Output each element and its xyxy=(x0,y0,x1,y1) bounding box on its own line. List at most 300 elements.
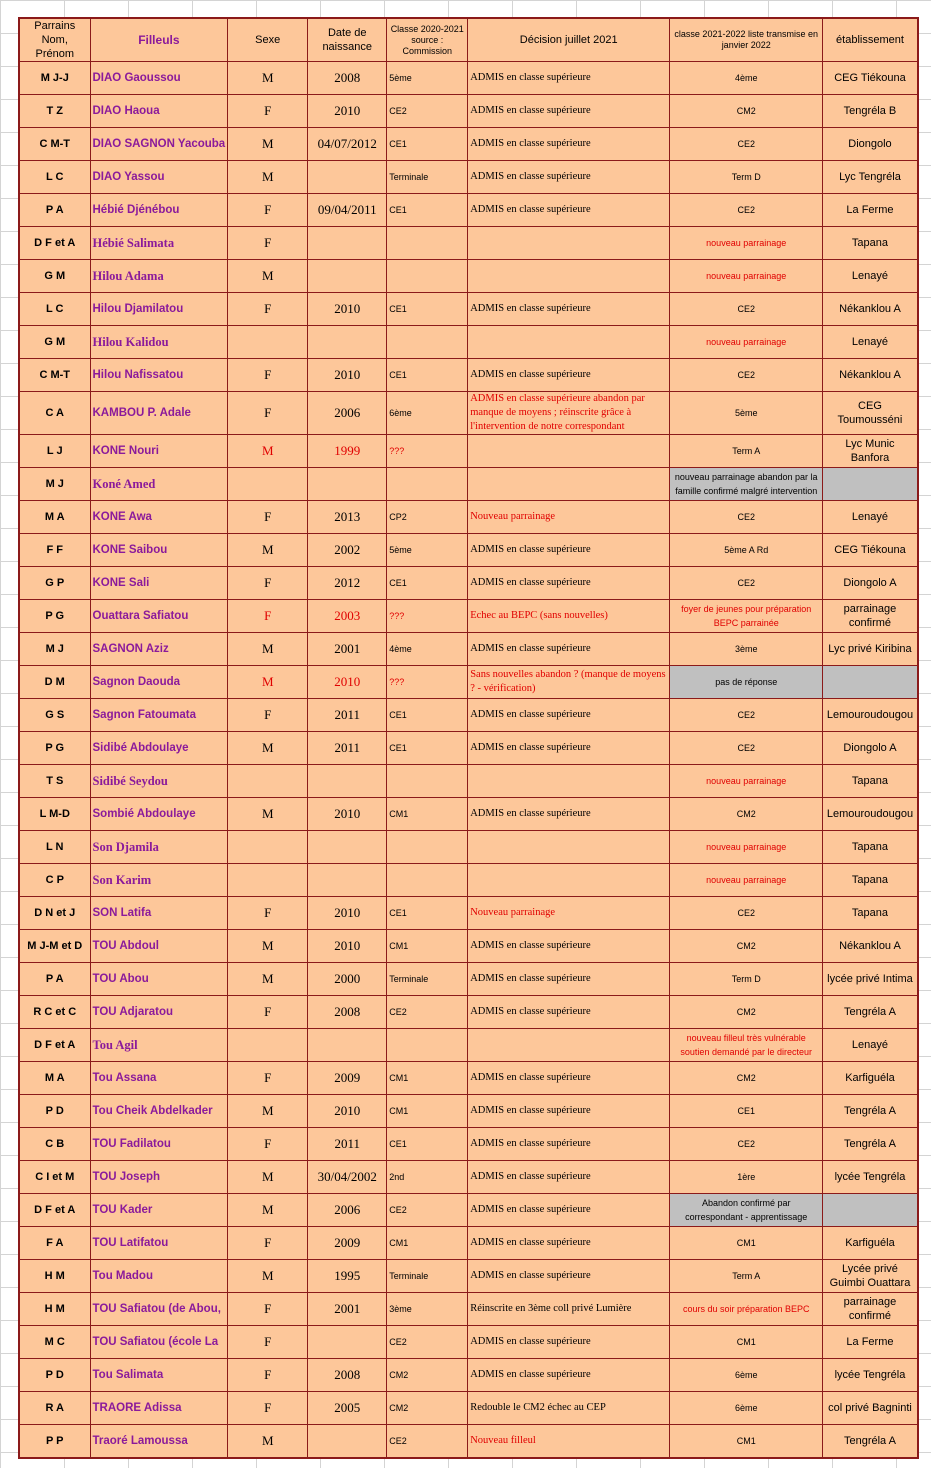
header-classe-2020: Classe 2020-2021 source : Commission xyxy=(387,18,468,62)
cell-filleul: Sidibé Abdoulaye xyxy=(90,732,228,765)
cell-decision: ADMIS en classe supérieure xyxy=(468,1194,670,1227)
cell-etablissement: Lemouroudougou xyxy=(823,798,918,831)
cell-sexe: F xyxy=(228,293,308,326)
cell-sexe: M xyxy=(228,798,308,831)
cell-classe-2020 xyxy=(387,831,468,864)
cell-decision: ADMIS en classe supérieure xyxy=(468,963,670,996)
table-row xyxy=(19,765,918,798)
cell-decision: ADMIS en classe supérieure xyxy=(468,1359,670,1392)
cell-etablissement: Tengréla A xyxy=(823,1425,918,1458)
cell-filleul: DIAO Yassou xyxy=(90,161,228,194)
table-row xyxy=(19,1260,918,1293)
cell-etablissement: Diongolo xyxy=(823,128,918,161)
cell-parrain: M A xyxy=(19,501,90,534)
cell-classe-2021: CM2 xyxy=(670,930,823,963)
cell-classe-2020: CE1 xyxy=(387,194,468,227)
cell-etablissement: lycée privé Intima xyxy=(823,963,918,996)
cell-classe-2021: 4ème xyxy=(670,62,823,95)
cell-parrain: P G xyxy=(19,732,90,765)
cell-filleul: TOU Safiatou (de Abou, xyxy=(90,1293,228,1326)
table-row xyxy=(19,930,918,963)
cell-date-naissance: 2002 xyxy=(308,534,387,567)
cell-classe-2020: CE2 xyxy=(387,996,468,1029)
cell-decision xyxy=(468,1029,670,1062)
cell-date-naissance xyxy=(308,260,387,293)
cell-etablissement: Tapana xyxy=(823,765,918,798)
cell-etablissement: Lenayé xyxy=(823,260,918,293)
cell-sexe: M xyxy=(228,732,308,765)
cell-filleul: Tou Agil xyxy=(90,1029,228,1062)
cell-parrain: G P xyxy=(19,567,90,600)
table-row xyxy=(19,534,918,567)
cell-date-naissance: 2010 xyxy=(308,798,387,831)
cell-date-naissance xyxy=(308,326,387,359)
cell-decision: ADMIS en classe supérieure xyxy=(468,1062,670,1095)
cell-decision: ADMIS en classe supérieure xyxy=(468,1128,670,1161)
cell-filleul: TOU Adjaratou xyxy=(90,996,228,1029)
cell-parrain: D N et J xyxy=(19,897,90,930)
cell-classe-2021: 5ème xyxy=(670,392,823,435)
cell-date-naissance xyxy=(308,468,387,501)
cell-parrain: H M xyxy=(19,1293,90,1326)
cell-etablissement: Tapana xyxy=(823,227,918,260)
cell-filleul: TOU Abou xyxy=(90,963,228,996)
cell-parrain: C M-T xyxy=(19,359,90,392)
cell-decision: ADMIS en classe supérieure xyxy=(468,732,670,765)
cell-date-naissance: 2003 xyxy=(308,600,387,633)
cell-decision: ADMIS en classe supérieure xyxy=(468,293,670,326)
cell-date-naissance: 2010 xyxy=(308,1095,387,1128)
cell-classe-2020: ??? xyxy=(387,435,468,468)
header-date-naissance: Date de naissance xyxy=(308,18,387,62)
cell-date-naissance: 2008 xyxy=(308,1359,387,1392)
cell-decision xyxy=(468,765,670,798)
cell-filleul: KONE Sali xyxy=(90,567,228,600)
cell-parrain: C M-T xyxy=(19,128,90,161)
header-filleuls: Filleuls xyxy=(90,18,228,62)
cell-classe-2021: CM1 xyxy=(670,1227,823,1260)
cell-decision: ADMIS en classe supérieure xyxy=(468,798,670,831)
cell-parrain: M J-J xyxy=(19,62,90,95)
cell-sexe: F xyxy=(228,600,308,633)
cell-date-naissance: 2009 xyxy=(308,1062,387,1095)
cell-parrain: D F et A xyxy=(19,227,90,260)
cell-sexe xyxy=(228,864,308,897)
cell-sexe: F xyxy=(228,1359,308,1392)
cell-etablissement: Lyc privé Kiribina xyxy=(823,633,918,666)
cell-classe-2020: 5ème xyxy=(387,534,468,567)
cell-classe-2020: CE2 xyxy=(387,1194,468,1227)
table-row xyxy=(19,1227,918,1260)
table-row xyxy=(19,161,918,194)
cell-etablissement: La Ferme xyxy=(823,1326,918,1359)
cell-classe-2020: CE1 xyxy=(387,359,468,392)
table-row xyxy=(19,501,918,534)
cell-classe-2020: ??? xyxy=(387,666,468,699)
cell-filleul: Traoré Lamoussa xyxy=(90,1425,228,1458)
cell-decision: ADMIS en classe supérieure xyxy=(468,194,670,227)
cell-date-naissance: 2009 xyxy=(308,1227,387,1260)
cell-decision: Sans nouvelles abandon ? (manque de moyens ? - vérification) xyxy=(468,666,670,699)
cell-etablissement: Karfiguéla xyxy=(823,1227,918,1260)
table-row xyxy=(19,468,918,501)
cell-date-naissance: 2011 xyxy=(308,1128,387,1161)
cell-filleul: Sagnon Daouda xyxy=(90,666,228,699)
cell-filleul: Hilou Nafissatou xyxy=(90,359,228,392)
cell-etablissement xyxy=(823,1194,918,1227)
cell-etablissement: CEG Toumousséni xyxy=(823,392,918,435)
cell-decision: ADMIS en classe supérieure xyxy=(468,161,670,194)
cell-etablissement: CEG Tiékouna xyxy=(823,62,918,95)
cell-etablissement: Karfiguéla xyxy=(823,1062,918,1095)
cell-parrain: M A xyxy=(19,1062,90,1095)
cell-sexe: M xyxy=(228,1425,308,1458)
cell-etablissement: Lyc Tengréla xyxy=(823,161,918,194)
cell-date-naissance: 2010 xyxy=(308,666,387,699)
table-row xyxy=(19,633,918,666)
cell-etablissement: Tapana xyxy=(823,831,918,864)
cell-etablissement: Nékanklou A xyxy=(823,359,918,392)
cell-parrain: M C xyxy=(19,1326,90,1359)
cell-decision: Nouveau filleul xyxy=(468,1425,670,1458)
cell-filleul: Sombié Abdoulaye xyxy=(90,798,228,831)
cell-etablissement: parrainage confirmé xyxy=(823,600,918,633)
cell-parrain: G M xyxy=(19,326,90,359)
cell-decision xyxy=(468,227,670,260)
cell-parrain: P G xyxy=(19,600,90,633)
cell-classe-2020: 3ème xyxy=(387,1293,468,1326)
cell-classe-2020: Terminale xyxy=(387,161,468,194)
cell-filleul: Hilou Adama xyxy=(90,260,228,293)
cell-parrain: L M-D xyxy=(19,798,90,831)
cell-sexe: F xyxy=(228,95,308,128)
cell-decision: ADMIS en classe supérieure xyxy=(468,1161,670,1194)
cell-decision: Nouveau parrainage xyxy=(468,501,670,534)
cell-classe-2021: 5ème A Rd xyxy=(670,534,823,567)
cell-classe-2021: CE2 xyxy=(670,897,823,930)
cell-filleul: TOU Fadilatou xyxy=(90,1128,228,1161)
cell-parrain: R A xyxy=(19,1392,90,1425)
cell-parrain: C P xyxy=(19,864,90,897)
table-row xyxy=(19,666,918,699)
cell-sexe xyxy=(228,1029,308,1062)
cell-sexe: F xyxy=(228,227,308,260)
table-row xyxy=(19,1293,918,1326)
cell-classe-2020 xyxy=(387,864,468,897)
cell-sexe xyxy=(228,468,308,501)
cell-parrain: M J-M et D xyxy=(19,930,90,963)
cell-classe-2020: CM1 xyxy=(387,798,468,831)
cell-etablissement: Tengréla A xyxy=(823,1128,918,1161)
cell-parrain: M J xyxy=(19,468,90,501)
cell-decision: ADMIS en classe supérieure xyxy=(468,359,670,392)
cell-classe-2021: CM2 xyxy=(670,1062,823,1095)
cell-date-naissance: 2010 xyxy=(308,897,387,930)
cell-sexe: F xyxy=(228,897,308,930)
cell-decision: ADMIS en classe supérieure xyxy=(468,1095,670,1128)
cell-date-naissance: 09/04/2011 xyxy=(308,194,387,227)
cell-parrain: H M xyxy=(19,1260,90,1293)
cell-classe-2021: 1ère xyxy=(670,1161,823,1194)
table-row xyxy=(19,128,918,161)
cell-classe-2020: CE2 xyxy=(387,1326,468,1359)
cell-classe-2021: nouveau filleul très vulnérable soutien demandé par le directeur xyxy=(670,1029,823,1062)
cell-filleul: Sagnon Fatoumata xyxy=(90,699,228,732)
cell-classe-2020: CM1 xyxy=(387,1062,468,1095)
cell-decision: ADMIS en classe supérieure xyxy=(468,996,670,1029)
cell-parrain: P D xyxy=(19,1359,90,1392)
cell-classe-2021: CM1 xyxy=(670,1425,823,1458)
cell-sexe: M xyxy=(228,930,308,963)
cell-classe-2020: CE2 xyxy=(387,1425,468,1458)
cell-classe-2020: CE1 xyxy=(387,567,468,600)
cell-classe-2021: nouveau parrainage xyxy=(670,765,823,798)
cell-filleul: Hébié Salimata xyxy=(90,227,228,260)
cell-filleul: Hébié Djénébou xyxy=(90,194,228,227)
cell-classe-2021: pas de réponse xyxy=(670,666,823,699)
cell-decision xyxy=(468,864,670,897)
cell-filleul: DIAO SAGNON Yacouba xyxy=(90,128,228,161)
cell-decision: ADMIS en classe supérieure xyxy=(468,633,670,666)
cell-classe-2020: ??? xyxy=(387,600,468,633)
cell-classe-2021: Term D xyxy=(670,161,823,194)
cell-etablissement: col privé Bagninti xyxy=(823,1392,918,1425)
cell-etablissement: Tengréla A xyxy=(823,1095,918,1128)
cell-date-naissance: 2001 xyxy=(308,1293,387,1326)
cell-sexe: M xyxy=(228,1260,308,1293)
cell-sexe: M xyxy=(228,435,308,468)
cell-filleul: SON Latifa xyxy=(90,897,228,930)
cell-parrain: D F et A xyxy=(19,1194,90,1227)
cell-etablissement xyxy=(823,666,918,699)
cell-decision: ADMIS en classe supérieure xyxy=(468,1260,670,1293)
cell-parrain: P D xyxy=(19,1095,90,1128)
cell-sexe xyxy=(228,765,308,798)
table-row xyxy=(19,1425,918,1458)
cell-classe-2020: CP2 xyxy=(387,501,468,534)
cell-classe-2021: nouveau parrainage xyxy=(670,831,823,864)
cell-parrain: C A xyxy=(19,392,90,435)
cell-classe-2020: CE1 xyxy=(387,128,468,161)
cell-etablissement: Diongolo A xyxy=(823,567,918,600)
cell-decision: Nouveau parrainage xyxy=(468,897,670,930)
cell-classe-2020 xyxy=(387,227,468,260)
cell-classe-2021: cours du soir préparation BEPC xyxy=(670,1293,823,1326)
table-row xyxy=(19,864,918,897)
table-row xyxy=(19,293,918,326)
cell-sexe: F xyxy=(228,359,308,392)
cell-parrain: C I et M xyxy=(19,1161,90,1194)
header-parrains: Parrains Nom, Prénom xyxy=(19,18,90,62)
cell-etablissement: parrainage confirmé xyxy=(823,1293,918,1326)
cell-classe-2020: CM1 xyxy=(387,1095,468,1128)
cell-decision: ADMIS en classe supérieure xyxy=(468,128,670,161)
cell-etablissement: Tapana xyxy=(823,897,918,930)
cell-decision xyxy=(468,435,670,468)
cell-parrain: M J xyxy=(19,633,90,666)
cell-classe-2020: 5ème xyxy=(387,62,468,95)
cell-classe-2020: CE1 xyxy=(387,699,468,732)
table-row xyxy=(19,798,918,831)
cell-parrain: P A xyxy=(19,963,90,996)
cell-decision: ADMIS en classe supérieure abandon par manque de moyens ; réinscrite grâce à l'intervention de notre correspondant xyxy=(468,392,670,435)
cell-filleul: KAMBOU P. Adale xyxy=(90,392,228,435)
cell-decision: Réinscrite en 3ème coll privé Lumière xyxy=(468,1293,670,1326)
cell-date-naissance: 2010 xyxy=(308,95,387,128)
cell-filleul: Hilou Djamilatou xyxy=(90,293,228,326)
cell-sexe: F xyxy=(228,1227,308,1260)
cell-sexe: M xyxy=(228,128,308,161)
cell-filleul: TOU Safiatou (école La xyxy=(90,1326,228,1359)
cell-classe-2021: CE2 xyxy=(670,128,823,161)
table-row xyxy=(19,600,918,633)
cell-filleul: TOU Latifatou xyxy=(90,1227,228,1260)
cell-decision: ADMIS en classe supérieure xyxy=(468,62,670,95)
cell-decision: ADMIS en classe supérieure xyxy=(468,699,670,732)
cell-sexe: M xyxy=(228,62,308,95)
table-row xyxy=(19,699,918,732)
cell-date-naissance: 2006 xyxy=(308,1194,387,1227)
table-row xyxy=(19,1095,918,1128)
cell-decision: Echec au BEPC (sans nouvelles) xyxy=(468,600,670,633)
cell-sexe: F xyxy=(228,194,308,227)
cell-classe-2021: nouveau parrainage xyxy=(670,227,823,260)
cell-classe-2021: Term A xyxy=(670,435,823,468)
cell-sexe: F xyxy=(228,1326,308,1359)
cell-classe-2020: 2nd xyxy=(387,1161,468,1194)
cell-classe-2020: CE1 xyxy=(387,732,468,765)
cell-date-naissance: 2000 xyxy=(308,963,387,996)
cell-sexe: M xyxy=(228,1161,308,1194)
table-row xyxy=(19,260,918,293)
cell-etablissement: Tapana xyxy=(823,864,918,897)
cell-filleul: Hilou Kalidou xyxy=(90,326,228,359)
table-row xyxy=(19,1062,918,1095)
table-row xyxy=(19,996,918,1029)
table-row xyxy=(19,435,918,468)
cell-classe-2021: nouveau parrainage xyxy=(670,260,823,293)
cell-filleul: Sidibé Seydou xyxy=(90,765,228,798)
cell-sexe: F xyxy=(228,567,308,600)
cell-parrain: R C et C xyxy=(19,996,90,1029)
cell-parrain: G S xyxy=(19,699,90,732)
cell-filleul: TOU Abdoul xyxy=(90,930,228,963)
cell-classe-2021: CE2 xyxy=(670,194,823,227)
cell-sexe: M xyxy=(228,161,308,194)
cell-filleul: Son Djamila xyxy=(90,831,228,864)
cell-sexe xyxy=(228,326,308,359)
cell-classe-2020: Terminale xyxy=(387,1260,468,1293)
cell-classe-2020 xyxy=(387,260,468,293)
cell-date-naissance: 2008 xyxy=(308,996,387,1029)
cell-classe-2021: Term D xyxy=(670,963,823,996)
table-row xyxy=(19,95,918,128)
cell-decision: ADMIS en classe supérieure xyxy=(468,534,670,567)
cell-parrain: G M xyxy=(19,260,90,293)
cell-parrain: F F xyxy=(19,534,90,567)
cell-classe-2021: 6ème xyxy=(670,1392,823,1425)
cell-classe-2021: Abandon confirmé par correspondant - apprentissage xyxy=(670,1194,823,1227)
cell-classe-2020: CM1 xyxy=(387,930,468,963)
cell-etablissement: Nékanklou A xyxy=(823,293,918,326)
cell-decision xyxy=(468,831,670,864)
cell-parrain: L J xyxy=(19,435,90,468)
table-row xyxy=(19,359,918,392)
cell-classe-2020 xyxy=(387,765,468,798)
cell-filleul: DIAO Gaoussou xyxy=(90,62,228,95)
cell-date-naissance xyxy=(308,1425,387,1458)
cell-classe-2020: Terminale xyxy=(387,963,468,996)
cell-sexe: F xyxy=(228,501,308,534)
cell-filleul: TOU Joseph xyxy=(90,1161,228,1194)
cell-classe-2021: nouveau parrainage xyxy=(670,864,823,897)
cell-date-naissance: 04/07/2012 xyxy=(308,128,387,161)
table-row xyxy=(19,392,918,435)
cell-parrain: T S xyxy=(19,765,90,798)
cell-sexe: M xyxy=(228,963,308,996)
cell-filleul: TRAORE Adissa xyxy=(90,1392,228,1425)
cell-etablissement: Lyc Munic Banfora xyxy=(823,435,918,468)
cell-sexe: F xyxy=(228,996,308,1029)
cell-decision xyxy=(468,326,670,359)
cell-filleul: Tou Assana xyxy=(90,1062,228,1095)
cell-classe-2021: nouveau parrainage xyxy=(670,326,823,359)
cell-etablissement: Diongolo A xyxy=(823,732,918,765)
cell-date-naissance xyxy=(308,227,387,260)
cell-date-naissance: 2011 xyxy=(308,732,387,765)
cell-sexe: M xyxy=(228,1095,308,1128)
cell-classe-2020 xyxy=(387,468,468,501)
cell-etablissement: lycée Tengréla xyxy=(823,1161,918,1194)
cell-date-naissance: 2010 xyxy=(308,930,387,963)
cell-date-naissance: 2010 xyxy=(308,293,387,326)
table-row xyxy=(19,897,918,930)
cell-filleul: TOU Kader xyxy=(90,1194,228,1227)
cell-etablissement: CEG Tiékouna xyxy=(823,534,918,567)
cell-date-naissance xyxy=(308,831,387,864)
cell-classe-2021: CE2 xyxy=(670,1128,823,1161)
header-etablissement: établissement xyxy=(823,18,918,62)
cell-date-naissance: 1995 xyxy=(308,1260,387,1293)
table-row xyxy=(19,1326,918,1359)
cell-etablissement: Lenayé xyxy=(823,326,918,359)
cell-date-naissance xyxy=(308,161,387,194)
header-classe-2021: classe 2021-2022 liste transmise en janvier 2022 xyxy=(670,18,823,62)
cell-classe-2021: CE2 xyxy=(670,699,823,732)
cell-parrain: P P xyxy=(19,1425,90,1458)
table-row xyxy=(19,732,918,765)
table-row xyxy=(19,1161,918,1194)
cell-filleul: SAGNON Aziz xyxy=(90,633,228,666)
cell-classe-2020: 6ème xyxy=(387,392,468,435)
table-row xyxy=(19,963,918,996)
cell-etablissement: Lenayé xyxy=(823,1029,918,1062)
cell-decision: ADMIS en classe supérieure xyxy=(468,567,670,600)
cell-date-naissance: 2013 xyxy=(308,501,387,534)
cell-parrain: D F et A xyxy=(19,1029,90,1062)
cell-etablissement xyxy=(823,468,918,501)
cell-parrain: L C xyxy=(19,293,90,326)
cell-sexe: M xyxy=(228,1194,308,1227)
cell-filleul: Tou Madou xyxy=(90,1260,228,1293)
cell-classe-2021: foyer de jeunes pour préparation BEPC parrainée xyxy=(670,600,823,633)
cell-filleul: Tou Salimata xyxy=(90,1359,228,1392)
cell-etablissement: La Ferme xyxy=(823,194,918,227)
cell-classe-2020: CE1 xyxy=(387,293,468,326)
cell-parrain: L N xyxy=(19,831,90,864)
cell-sexe: F xyxy=(228,392,308,435)
table-row xyxy=(19,1029,918,1062)
